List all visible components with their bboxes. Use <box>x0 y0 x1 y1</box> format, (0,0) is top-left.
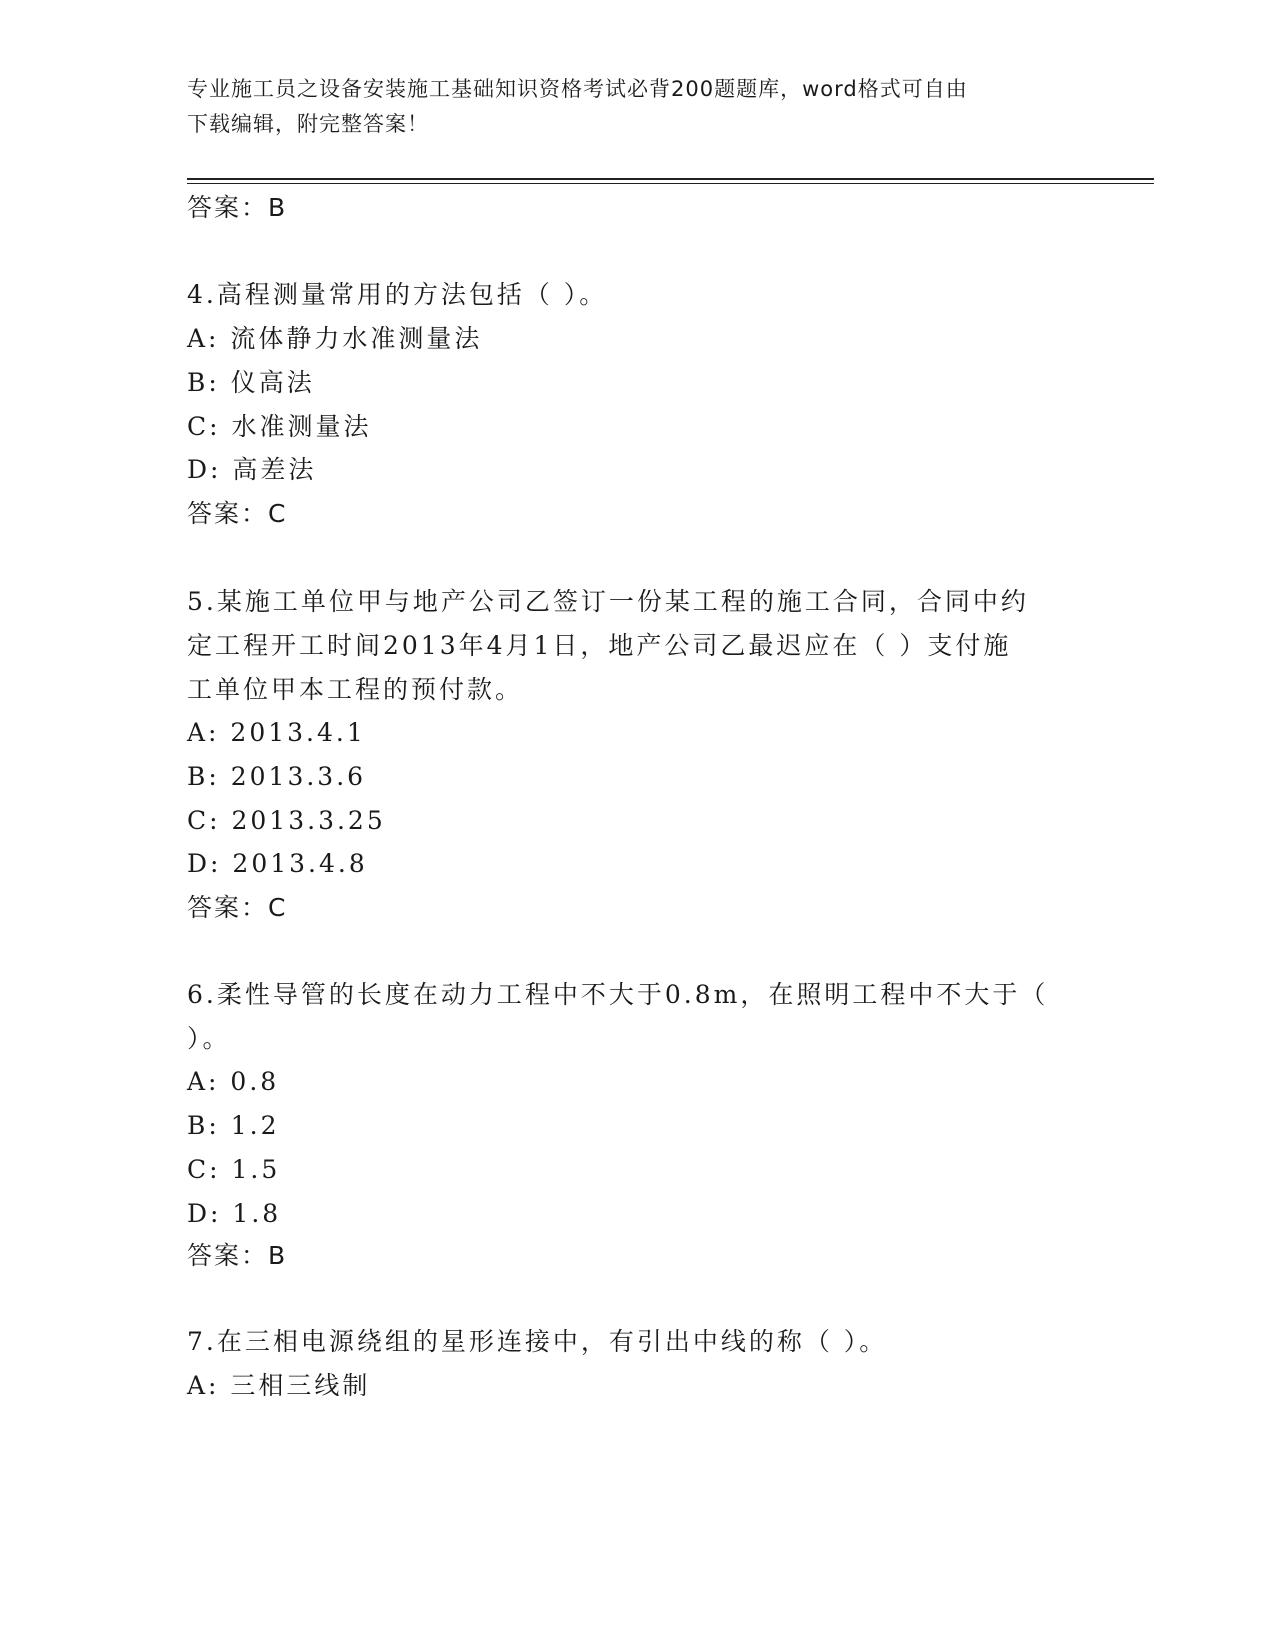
question-6-option-b: B: 1.2 <box>187 1111 280 1140</box>
question-5-option-a: A: 2013.4.1 <box>187 718 366 747</box>
question-7-option-a: A: 三相三线制 <box>187 1371 371 1400</box>
question-4-stem: 4.高程测量常用的方法包括（ ）。 <box>187 280 608 309</box>
question-5-stem-line-3: 工单位甲本工程的预付款。 <box>187 675 524 704</box>
question-5-stem-line-1: 5.某施工单位甲与地产公司乙签订一份某工程的施工合同，合同中约 <box>187 587 1029 616</box>
question-6-stem-line-2: ）。 <box>187 1024 231 1053</box>
question-5-option-b: B: 2013.3.6 <box>187 762 367 791</box>
header-line-1: 专业施工员之设备安装施工基础知识资格考试必背200题题库，word格式可自由 <box>187 77 968 101</box>
answer-q5: 答案：C <box>187 893 288 922</box>
answer-q6: 答案：B <box>187 1241 288 1270</box>
question-5-option-d: D: 2013.4.8 <box>187 849 368 878</box>
question-4-option-b: B: 仪高法 <box>187 368 315 397</box>
question-6-option-c: C: 1.5 <box>187 1155 281 1184</box>
question-5-stem-line-2: 定工程开工时间2013年4月1日，地产公司乙最迟应在（ ）支付施 <box>187 631 1012 660</box>
header-rule-thin <box>187 183 1154 184</box>
question-6-option-d: D: 1.8 <box>187 1199 282 1228</box>
question-7-stem: 7.在三相电源绕组的星形连接中，有引出中线的称（ ）。 <box>187 1327 888 1356</box>
question-4-option-a: A: 流体静力水准测量法 <box>187 324 483 353</box>
header-rule-thick <box>187 178 1154 180</box>
answer-q4: 答案：C <box>187 499 288 528</box>
question-6-stem-line-1: 6.柔性导管的长度在动力工程中不大于0.8m，在照明工程中不大于（ <box>187 980 1049 1009</box>
document-header <box>187 72 1067 142</box>
question-6-option-a: A: 0.8 <box>187 1067 280 1096</box>
question-5-option-c: C: 2013.3.25 <box>187 806 386 835</box>
answer-q3: 答案：B <box>187 193 288 222</box>
question-4-option-d: D: 高差法 <box>187 455 317 484</box>
header-line-2: 下载编辑，附完整答案！ <box>187 112 429 136</box>
question-4-option-c: C: 水准测量法 <box>187 412 372 441</box>
